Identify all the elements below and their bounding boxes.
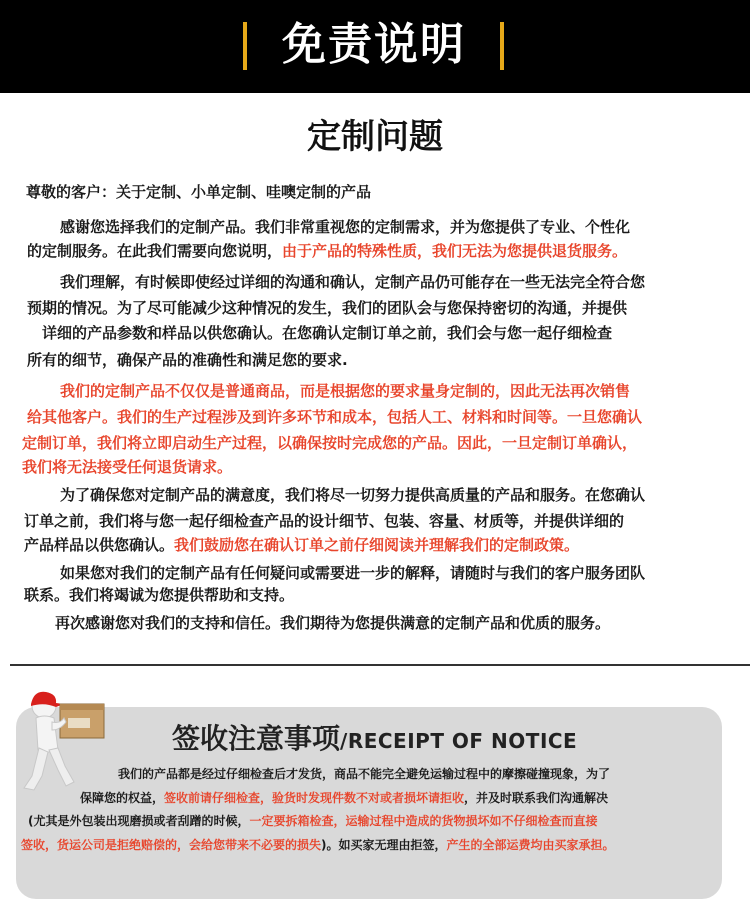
line-text: 尊敬的客户：关于定制、小单定制、哇噢定制的产品 bbox=[26, 183, 372, 201]
line-text: (尤其是外包装出现磨损或者刮蹭的时候， bbox=[28, 814, 250, 828]
notice-title-cn: 签收注意事项 bbox=[172, 722, 341, 755]
custom-line bbox=[24, 584, 294, 606]
delivery-person-icon bbox=[8, 684, 128, 794]
highlight-text: 一定要拆箱检查，运输过程中造成的货物损坏如不仔细检查而直接 bbox=[249, 814, 598, 828]
highlight-text: 签收前请仔细检查，验货时发现件数不对或者损坏请拒收 bbox=[164, 791, 465, 805]
custom-line bbox=[24, 510, 624, 532]
line-text: 所有的细节，确保产品的准确性和满足您的要求. bbox=[27, 351, 348, 369]
custom-line bbox=[60, 380, 630, 402]
banner bbox=[0, 0, 750, 93]
highlight-text: 我们鼓励您在确认订单之前仔细阅读并理解我们的定制政策。 bbox=[174, 536, 580, 554]
line-text: 我们理解，有时候即使经过详细的沟通和确认，定制产品仍可能存在一些无法完全符合您 bbox=[60, 273, 646, 291]
custom-line bbox=[60, 562, 645, 584]
custom-line bbox=[27, 240, 627, 262]
custom-line bbox=[27, 406, 642, 428]
line-text: ，并及时联系我们沟通解决 bbox=[464, 791, 609, 805]
section-divider bbox=[10, 664, 750, 666]
banner-accent-bar-right bbox=[500, 22, 504, 70]
line-text: 订单之前，我们将与您一起仔细检查产品的设计细节、包装、容量、材质等，并提供详细的 bbox=[24, 512, 625, 530]
highlight-text: 产生的全部运费均由买家承担。 bbox=[446, 838, 615, 852]
highlight-text: 定制订单，我们将立即启动生产过程，以确保按时完成您的产品。因此，一旦定制订单确认， bbox=[22, 434, 638, 452]
custom-line bbox=[60, 216, 630, 238]
line-text: )。如买家无理由拒签， bbox=[321, 838, 447, 852]
line-text: 预期的情况。为了尽可能减少这种情况的发生，我们的团队会与您保持密切的沟通，并提供 bbox=[27, 299, 628, 317]
custom-line bbox=[26, 181, 371, 203]
custom-line bbox=[60, 484, 645, 506]
line-text: 再次感谢您对我们的支持和信任。我们期待为您提供满意的定制产品和优质的服务。 bbox=[55, 614, 611, 632]
notice-title bbox=[172, 717, 577, 763]
line-text: 如果您对我们的定制产品有任何疑问或需要进一步的解释，请随时与我们的客户服务团队 bbox=[60, 564, 646, 582]
notice-line bbox=[118, 764, 610, 784]
custom-line bbox=[22, 456, 232, 478]
highlight-text: 给其他客户。我们的生产过程涉及到许多环节和成本，包括人工、材料和时间等。一旦您确认 bbox=[27, 408, 643, 426]
highlight-text: 由于产品的特殊性质，我们无法为您提供退货服务。 bbox=[282, 242, 628, 260]
notice-line bbox=[21, 835, 615, 855]
line-text: 详细的产品参数和样品以供您确认。在您确认定制订单之前，我们会与您一起仔细检查 bbox=[42, 324, 613, 342]
notice-line bbox=[80, 788, 608, 808]
custom-line bbox=[55, 612, 610, 634]
custom-line bbox=[60, 271, 645, 293]
banner-accent-bar-left bbox=[243, 22, 247, 70]
custom-line bbox=[22, 432, 637, 454]
highlight-text: 我们的定制产品不仅仅是普通商品，而是根据您的要求量身定制的，因此无法再次销售 bbox=[60, 382, 631, 400]
custom-section-title: 定制问题 bbox=[307, 117, 443, 157]
line-text: 联系。我们将竭诚为您提供帮助和支持。 bbox=[24, 586, 295, 604]
custom-line bbox=[27, 349, 348, 371]
banner-title: 免责说明 bbox=[282, 19, 466, 70]
line-text: 我们的产品都是经过仔细检查后才发货，商品不能完全避免运输过程中的摩擦碰撞现象，为了 bbox=[118, 767, 611, 781]
notice-title-en: /RECEIPT OF NOTICE bbox=[340, 729, 578, 753]
highlight-text: 签收，货运公司是拒绝赔偿的，会给您带来不必要的损失 bbox=[21, 838, 322, 852]
line-text: 保障您的权益， bbox=[80, 791, 165, 805]
highlight-text: 我们将无法接受任何退货请求。 bbox=[22, 458, 233, 476]
custom-line bbox=[24, 534, 579, 556]
line-text: 产品样品以供您确认。 bbox=[24, 536, 175, 554]
line-text: 为了确保您对定制产品的满意度，我们将尽一切努力提供高质量的产品和服务。在您确认 bbox=[60, 486, 646, 504]
notice-line bbox=[28, 811, 598, 831]
custom-line bbox=[27, 297, 627, 319]
line-text: 感谢您选择我们的定制产品。我们非常重视您的定制需求，并为您提供了专业、个性化 bbox=[60, 218, 631, 236]
custom-line bbox=[42, 322, 612, 344]
line-text: 的定制服务。在此我们需要向您说明， bbox=[27, 242, 283, 260]
